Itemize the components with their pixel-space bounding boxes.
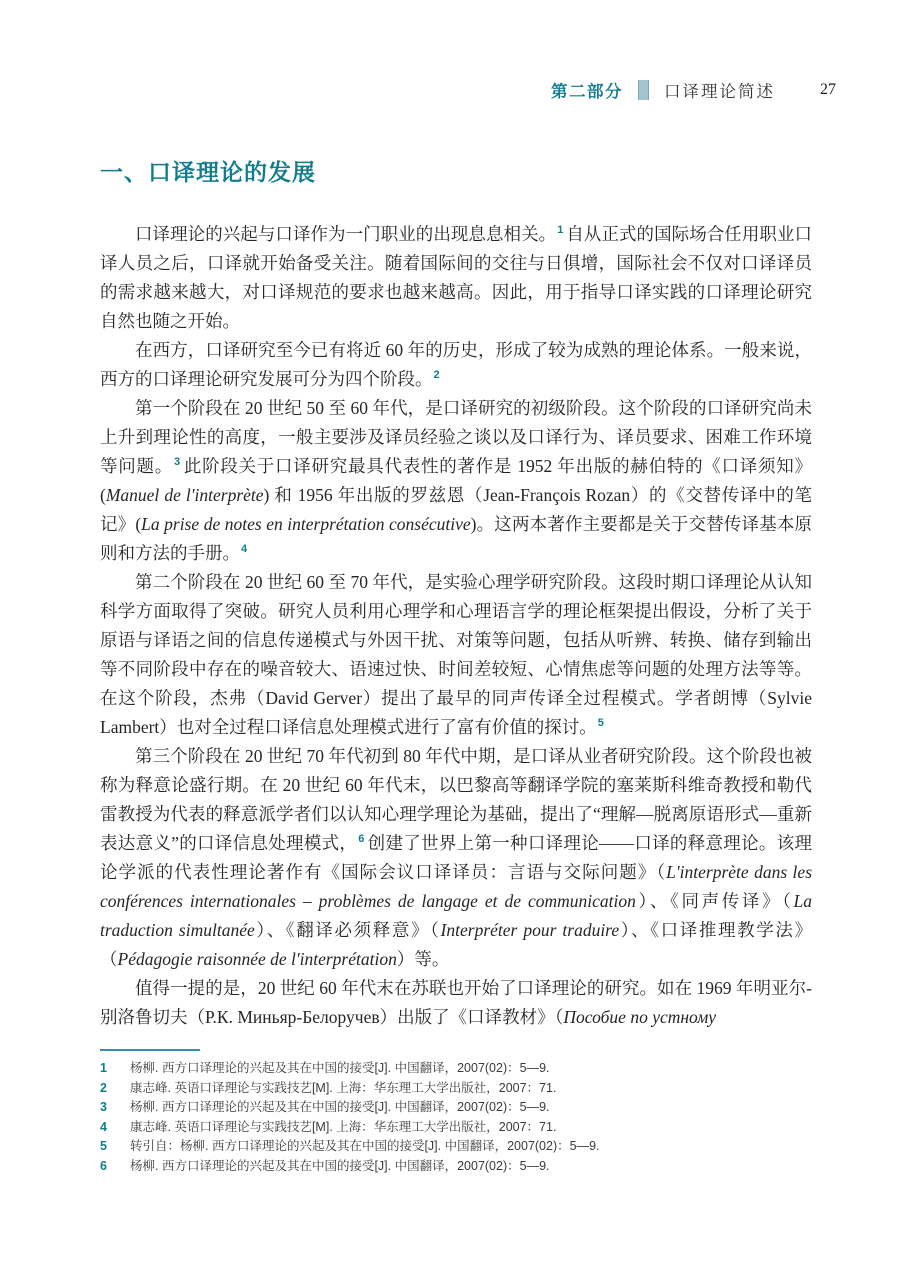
text-run: ）、《口译推理教学法》（ bbox=[100, 920, 813, 969]
footnote-ref-marker: 1 bbox=[557, 224, 564, 237]
footnote-separator bbox=[100, 1049, 200, 1051]
text-run: 此阶段关于口译研究最具代表性的著作是 1952 年出版的赫伯特的《口译须知》( bbox=[100, 456, 813, 505]
footnotes-block bbox=[100, 1059, 820, 1176]
paragraph bbox=[100, 742, 812, 974]
footnote-text: 康志峰. 英语口译理论与实践技艺[M]. 上海：华东理工大学出版社，2007：71. bbox=[130, 1080, 557, 1095]
text-run: 第二个阶段在 20 世纪 60 至 70 年代，是实验心理学研究阶段。这段时期口译理论从认知科学方面取得了突破。研究人员利用心理学和心理语言学的理论框架提出假设，分析了关于原语与译语之间的信息传递模式与外因干扰、对策等问题，包括从听辨、转换、储存到输出等不同阶段中存在的噪音较大、语速过快、时间差较短、心情焦虑等问题的处理方法等等。在这个阶段，杰弗（David Gerver）提出了最早的同声传译全过程模式。学者朗博（Sylvie Lambert）也对全过程口译信息处理模式进行了富有价值的探讨。 bbox=[100, 572, 812, 737]
italic-work-title: Interpréter pour traduire bbox=[440, 920, 620, 940]
text-run: 自从正式的国际场合任用职业口译人员之后，口译就开始备受关注。随着国际间的交往与日俱增，国际社会不仅对口译译员的需求越来越大，对口译规范的要求也越来越高。因此，用于指导口译实践的口译理论研究自然也随之开始。 bbox=[100, 224, 813, 331]
text-run: )。这两本著作主要都是关于交替传译基本原则和方法的手册。 bbox=[100, 514, 813, 563]
footnote-number: 1 bbox=[100, 1061, 107, 1075]
section-heading: 一、口译理论的发展 bbox=[100, 159, 316, 185]
footnote-item bbox=[100, 1098, 820, 1118]
text-run: 口译理论的兴起与口译作为一门职业的出现息息相关。 bbox=[135, 224, 557, 244]
text-run: 第一个阶段在 20 世纪 50 至 60 年代，是口译研究的初级阶段。这个阶段的口译研究尚未上升到理论性的高度，一般主要涉及译员经验之谈以及口译行为、译员要求、困难工作环境等问题。 bbox=[100, 398, 812, 476]
footnote-number: 2 bbox=[100, 1080, 107, 1095]
footnote-text: 杨柳. 西方口译理论的兴起及其在中国的接受[J]. 中国翻译，2007(02)：5—9. bbox=[130, 1100, 550, 1114]
footnote-number: 3 bbox=[100, 1100, 107, 1114]
footnote-item bbox=[100, 1157, 820, 1177]
footnote-ref-marker: 5 bbox=[597, 717, 604, 730]
footnote-ref-marker: 6 bbox=[358, 833, 365, 846]
italic-work-title: La prise de notes en interprétation consécutive bbox=[141, 514, 471, 534]
chapter-title: 口译理论简述 bbox=[664, 83, 775, 101]
footnote-text: 康志峰. 英语口译理论与实践技艺[M]. 上海：华东理工大学出版社，2007：71. bbox=[130, 1119, 557, 1134]
footnote-item bbox=[100, 1118, 820, 1138]
footnote-item bbox=[100, 1137, 820, 1157]
paragraph bbox=[100, 568, 812, 742]
italic-work-title: Пособие по устному bbox=[563, 1007, 717, 1027]
paragraph bbox=[100, 974, 812, 1032]
page-header bbox=[100, 78, 836, 102]
paragraph bbox=[100, 336, 812, 394]
paragraph bbox=[100, 394, 812, 568]
italic-work-title: Pédagogie raisonnée de l'interprétation bbox=[117, 949, 397, 969]
footnote-number: 6 bbox=[100, 1158, 107, 1173]
text-run: ）、《翻译必须释意》（ bbox=[254, 920, 441, 940]
header-divider-bar bbox=[638, 80, 649, 100]
footnote-ref-marker: 4 bbox=[241, 543, 248, 556]
italic-work-title: Manuel de l'interprète bbox=[105, 485, 264, 505]
footnote-number: 5 bbox=[100, 1139, 107, 1153]
text-run: ) 和 1956 年出版的罗兹恩（Jean-François Rozan）的《交替传译中的笔记》( bbox=[100, 485, 812, 534]
page-number: 27 bbox=[820, 81, 836, 98]
footnote-number: 4 bbox=[100, 1119, 107, 1134]
paragraph bbox=[100, 220, 812, 336]
footnote-text: 转引自：杨柳. 西方口译理论的兴起及其在中国的接受[J]. 中国翻译，2007(02)：5—9. bbox=[130, 1139, 600, 1153]
text-run: 创建了世界上第一种口译理论——口译的释意理论。该理论学派的代表性理论著作有《国际会议口译译员：言语与交际问题》（ bbox=[100, 833, 812, 882]
text-run: 第三个阶段在 20 世纪 70 年代初到 80 年代中期，是口译从业者研究阶段。这个阶段也被称为释意论盛行期。在 20 世纪 60 年代末，以巴黎高等翻译学院的塞莱斯科维奇教授和勒代雷教授为代表的释意派学者们以认知心理学理论为基础，提出了“理解—脱离原语形式—重新表达意义”的口译信息处理模式， bbox=[100, 746, 812, 853]
italic-work-title: La traduction simultanée bbox=[100, 891, 813, 940]
footnote-item bbox=[100, 1059, 820, 1079]
footnote-text: 杨柳. 西方口译理论的兴起及其在中国的接受[J]. 中国翻译，2007(02)：5—9. bbox=[130, 1061, 550, 1075]
article-body bbox=[100, 220, 812, 1032]
text-run: 在西方，口译研究至今已有将近 60 年的历史，形成了较为成熟的理论体系。一般来说，西方的口译理论研究发展可分为四个阶段。 bbox=[100, 340, 812, 389]
italic-work-title: L'interprète dans les conférences internationales – problèmes de langage et de communication bbox=[100, 862, 812, 911]
footnote-ref-marker: 3 bbox=[173, 456, 181, 469]
footnote-item bbox=[100, 1079, 820, 1099]
footnote-ref-marker: 2 bbox=[433, 369, 440, 382]
footnote-text: 杨柳. 西方口译理论的兴起及其在中国的接受[J]. 中国翻译，2007(02)：5—9. bbox=[130, 1158, 550, 1173]
text-run: 值得一提的是，20 世纪 60 年代末在苏联也开始了口译理论的研究。如在 1969 年明亚尔-别洛鲁切夫（Р.К. Миньяр-Белоручев）出版了《口译教材》（ bbox=[100, 978, 812, 1027]
text-run: ）等。 bbox=[396, 949, 450, 969]
section-label: 第二部分 bbox=[551, 83, 623, 101]
text-run: ）、《同声传译》（ bbox=[635, 891, 794, 911]
